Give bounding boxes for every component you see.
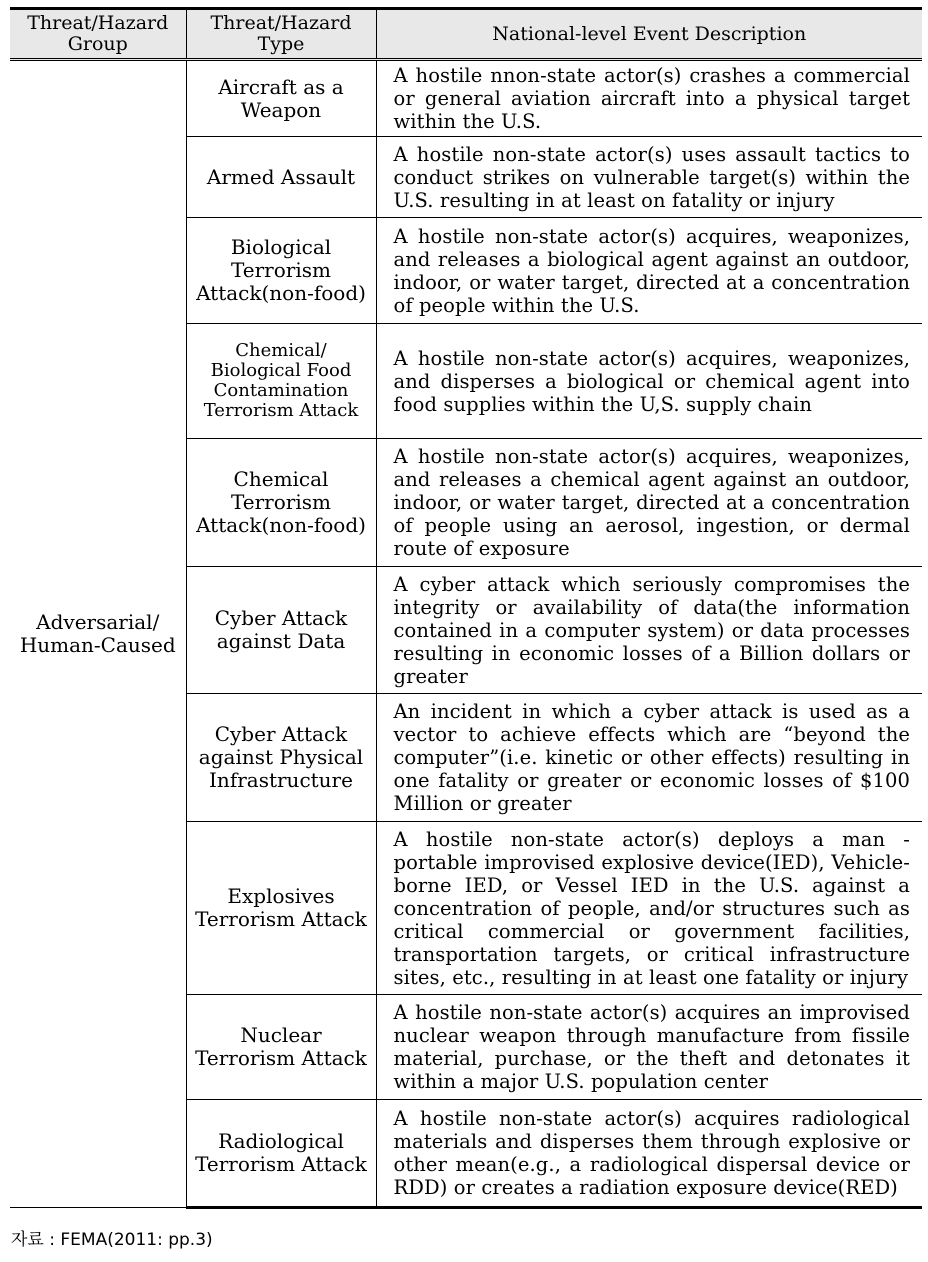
description-cell: An incident in which a cyber attack is used as a vector to achieve effects which are “beyond the computer”(i.e. kinetic or other effects) resulting in one fatality or greater or economic losses of $100 Million or greater bbox=[376, 694, 922, 822]
type-cell: Nuclear Terrorism Attack bbox=[186, 995, 376, 1100]
type-cell: Explosives Terrorism Attack bbox=[186, 822, 376, 995]
type-cell: Chemical Terrorism Attack(non-food) bbox=[186, 439, 376, 567]
header-type: Threat/Hazard Type bbox=[186, 9, 376, 60]
description-cell: A hostile non-state actor(s) acquires radiological materials and disperses them through explosive or other mean(e.g., a radiological dispersal device or RDD) or creates a radiation exposure device(RED) bbox=[376, 1100, 922, 1208]
description-cell: A hostile non-state actor(s) acquires an improvised nuclear weapon through manufacture from fissile material, purchase, or the theft and detonates it within a major U.S. population center bbox=[376, 995, 922, 1100]
description-cell: A hostile non-state actor(s) acquires, weaponizes, and releases a chemical agent against an outdoor, indoor, or water target, directed at a concentration of people using an aerosol, ingestion, or dermal route of exposure bbox=[376, 439, 922, 567]
header-group: Threat/Hazard Group bbox=[10, 9, 186, 60]
description-cell: A hostile non-state actor(s) acquires, weaponizes, and disperses a biological or chemical agent into food supplies within the U,S. supply chain bbox=[376, 324, 922, 439]
type-cell: Biological Terrorism Attack(non-food) bbox=[186, 218, 376, 324]
group-cell: Adversarial/ Human-Caused bbox=[10, 60, 186, 1208]
threat-hazard-table bbox=[10, 7, 922, 1209]
table-row bbox=[10, 60, 922, 137]
type-cell: Cyber Attack against Physical Infrastructure bbox=[186, 694, 376, 822]
description-cell: A hostile nnon-state actor(s) crashes a commercial or general aviation aircraft into a physical target within the U.S. bbox=[376, 60, 922, 137]
description-cell: A cyber attack which seriously compromises the integrity or availability of data(the information contained in a computer system) or data processes resulting in economic losses of a Billion dollars or greater bbox=[376, 567, 922, 694]
description-cell: A hostile non-state actor(s) deploys a man -portable improvised explosive device(IED), Vehicle-borne IED, or Vessel IED in the U.S. against a concentration of people, and/or structures such as critical commercial or government facilities, transportation targets, or critical infrastructure sites, etc., resulting in at least one fatality or injury bbox=[376, 822, 922, 995]
type-cell: Chemical/ Biological Food Contamination Terrorism Attack bbox=[186, 324, 376, 439]
type-cell: Aircraft as a Weapon bbox=[186, 60, 376, 137]
type-cell: Armed Assault bbox=[186, 137, 376, 218]
table-header-row bbox=[10, 9, 922, 60]
description-cell: A hostile non-state actor(s) acquires, weaponizes, and releases a biological agent against an outdoor, indoor, or water target, directed at a concentration of people within the U.S. bbox=[376, 218, 922, 324]
description-cell: A hostile non-state actor(s) uses assault tactics to conduct strikes on vulnerable target(s) within the U.S. resulting in at least on fatality or injury bbox=[376, 137, 922, 218]
source-note: 자료 : FEMA(2011: pp.3) bbox=[11, 1230, 213, 1250]
threat-hazard-table-container bbox=[10, 7, 922, 1209]
type-cell: Cyber Attack against Data bbox=[186, 567, 376, 694]
type-cell: Radiological Terrorism Attack bbox=[186, 1100, 376, 1208]
header-description: National-level Event Description bbox=[376, 9, 922, 60]
